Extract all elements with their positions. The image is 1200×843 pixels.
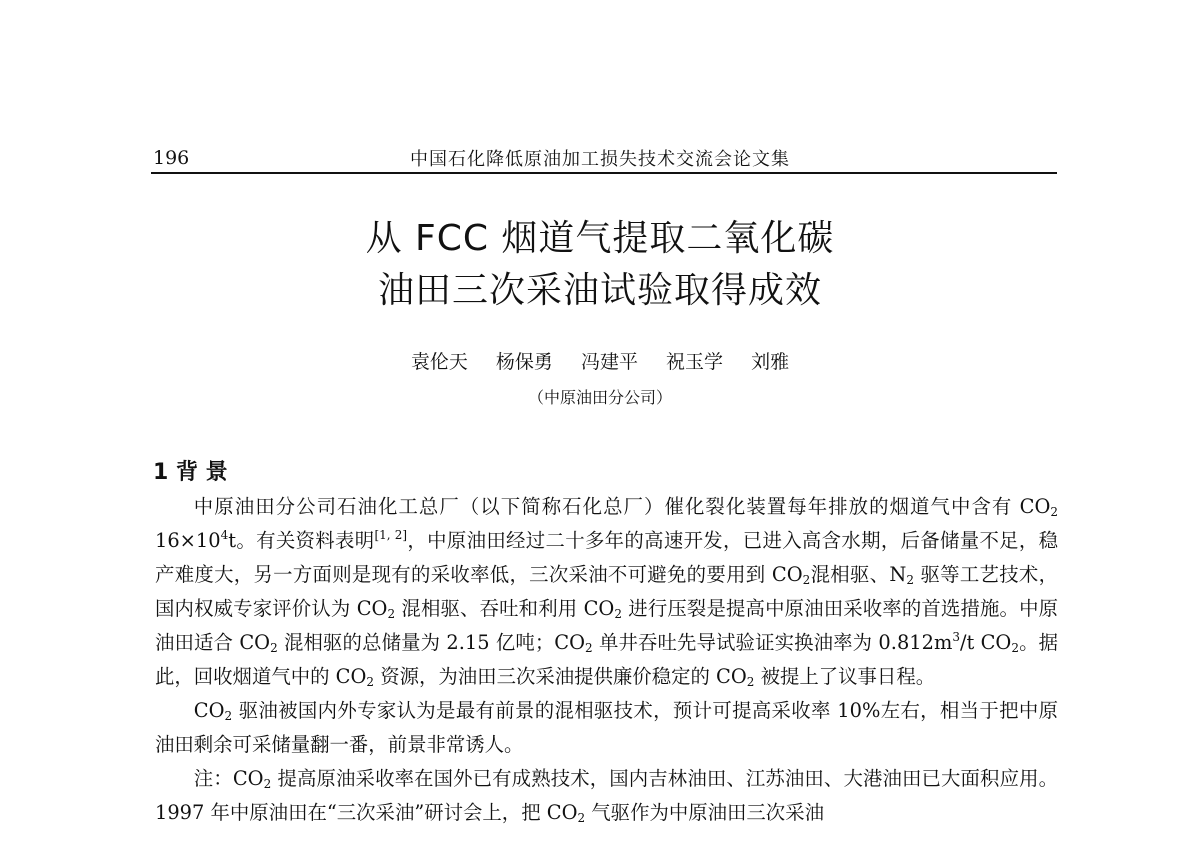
page-number: 196: [153, 147, 190, 169]
header-rule: [151, 172, 1057, 174]
citation-ref: [1, 2]: [374, 528, 408, 542]
paper-title-line-1: 从 FCC 烟道气提取二氧化碳: [365, 218, 835, 259]
paragraph: $CO_2$ 驱油被国内外专家认为是最有前景的混相驱技术，预计可提高采收率 10%左右，相当于把中原油田剩余可采储量翻一番，前景非常诱人。: [155, 699, 1058, 756]
body-text: [155, 490, 1058, 830]
affiliation: （中原油田分公司）: [527, 388, 672, 407]
author: 杨保勇: [495, 351, 553, 373]
paper-title-line-2: 油田三次采油试验取得成效: [377, 270, 822, 311]
running-title: 中国石化降低原油加工损失技术交流会论文集: [410, 149, 790, 170]
author: 祝玉学: [666, 351, 724, 373]
author: 刘雅: [751, 351, 790, 373]
section-heading: 1 背 景: [153, 460, 228, 485]
author: 冯建平: [580, 351, 638, 373]
author: 袁伦天: [410, 351, 468, 373]
paragraph: 注：$CO_2$ 提高原油采收率在国外已有成熟技术，国内吉林油田、江苏油田、大港油田已大面积应用。1997 年中原油田在“三次采油”研讨会上，把 $CO_2$ 气驱作为中原油田三次采油: [155, 767, 1058, 825]
author-list: [0, 347, 1200, 374]
paragraph: 中原油田分公司石油化工总厂（以下简称石化总厂）催化裂化装置每年排放的烟道气中含有 $CO_2$ $16\times 10^4t$。有关资料表明[1, 2]，中原油田经过二十多年的高速开发，已进入高含水期，后备储量不足，稳产难度大，另一方面则是现有的采收率低，三次采油不可避免的要用到 $CO_2$混相驱、$N_2$ 驱等工艺技术，国内权威专家评价认为 $CO_2$ 混相驱、吞吐和利用 $CO_2$ 进行压裂是提高中原油田采收率的首选措施。中原油田适合 $CO_2$ 混相驱的总储量为 2.15 亿吨；$CO_2$ 单井吞吐先导试验证实换油率为 $0.812m^3/t$ $CO_2$。据此，回收烟道气中的 $CO_2$ 资源，为油田三次采油提供廉价稳定的 $CO_2$ 被提上了议事日程。: [155, 495, 1059, 689]
